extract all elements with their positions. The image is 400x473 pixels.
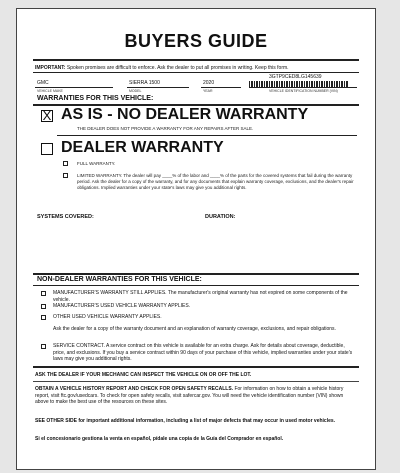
- spanish-notice: Si el concesionario gestiona la venta en español, pídale una copia de la Guía del Comprador en español.: [35, 436, 284, 442]
- dealer-warranty-title: DEALER WARRANTY: [61, 139, 224, 156]
- form-title: BUYERS GUIDE: [124, 31, 268, 51]
- history-report-block: [35, 386, 357, 406]
- manufacturer-used-checkbox[interactable]: [41, 304, 46, 309]
- duration-label: DURATION:: [205, 214, 236, 220]
- important-divider: [33, 72, 359, 73]
- limited-warranty-text: LIMITED WARRANTY. The dealer will pay ____% of the labor and ____% of the parts for the covered systems that fail during the warranty period. Ask the dealer for a copy of the warranty, and for any documents that explain warranty coverage, exclusions, and the dealer's repair obligations. Implied warranties under your state's laws may give you additional rights.: [77, 173, 354, 190]
- as-is-divider: [57, 135, 357, 136]
- full-warranty-label: FULL WARRANTY.: [77, 161, 116, 166]
- as-is-subtext: THE DEALER DOES NOT PROVIDE A WARRANTY FOR ANY REPAIRS AFTER SALE.: [77, 126, 254, 131]
- vehicle-make-label: VEHICLE MAKE: [37, 89, 63, 93]
- vehicle-make: GMC: [37, 80, 49, 86]
- full-warranty-checkbox[interactable]: [63, 161, 68, 166]
- title-divider: [33, 59, 359, 61]
- make-line: [35, 87, 113, 88]
- mechanic-notice: ASK THE DEALER IF YOUR MECHANIC CAN INSPECT THE VEHICLE ON OR OFF THE LOT.: [35, 372, 252, 378]
- vehicle-year-label: YEAR: [203, 89, 213, 93]
- warranties-heading: WARRANTIES FOR THIS VEHICLE:: [37, 95, 154, 102]
- vin-line: [249, 87, 357, 88]
- lower-divider: [33, 366, 359, 368]
- other-used-checkbox[interactable]: [41, 315, 46, 320]
- manufacturer-used-text: MANUFACTURER'S USED VEHICLE WARRANTY APPLIES.: [53, 303, 191, 309]
- service-contract-checkbox[interactable]: [41, 344, 46, 349]
- vehicle-vin: 3GTP9CED8LG145639: [269, 74, 322, 80]
- service-contract-text: SERVICE CONTRACT. A service contract on this vehicle is available for an extra charge. Ask for details about coverage, deductible, price, and exclusions. If you buy a service contract within 90 days of your purchase of this vehicle, implied warranties under your state's laws may give you additional rights.: [53, 343, 353, 362]
- model-line: [127, 87, 189, 88]
- other-side-notice: SEE OTHER SIDE for important additional information, including a list of major defects that may occur in used motor vehicles.: [35, 418, 336, 424]
- as-is-check-mark: X: [42, 108, 52, 123]
- ask-copy-text: Ask the dealer for a copy of the warranty document and an explanation of warranty coverage, exclusions, and repair obligations.: [53, 326, 336, 332]
- important-notice: IMPORTANT: Spoken promises are difficult to enforce. Ask the dealer to put all promises in writing. Keep this form.: [35, 65, 289, 71]
- buyers-guide-form: [16, 8, 376, 470]
- history-report-text: For information on how to obtain a vehicle history report, visit ftc.gov/usedcars. To check for open safety recalls, visit safercar.gov. You will need the vehicle identification number (VIN) shown above to make the best use of the resources on these sites.: [35, 386, 344, 405]
- year-line: [201, 87, 241, 88]
- other-used-text: OTHER USED VEHICLE WARRANTY APPLIES.: [53, 314, 162, 320]
- limited-warranty-checkbox[interactable]: [63, 173, 68, 178]
- dealer-warranty-checkbox[interactable]: [41, 143, 53, 155]
- vehicle-model: SIERRA 1500: [129, 80, 160, 86]
- vehicle-model-label: MODEL: [129, 89, 142, 93]
- manufacturer-still-checkbox[interactable]: [41, 291, 46, 296]
- manufacturer-still-text: MANUFACTURER'S WARRANTY STILL APPLIES. The manufacturer's original warranty has not expired on some components of the vehicle.: [53, 290, 348, 303]
- non-dealer-heading: NON-DEALER WARRANTIES FOR THIS VEHICLE:: [37, 276, 202, 283]
- vehicle-vin-label: VEHICLE IDENTIFICATION NUMBER (VIN): [269, 89, 338, 93]
- non-dealer-top-divider: [33, 273, 359, 275]
- as-is-title: AS IS - NO DEALER WARRANTY: [61, 106, 309, 123]
- non-dealer-divider: [33, 285, 359, 286]
- history-report-bold: OBTAIN A VEHICLE HISTORY REPORT AND CHECK FOR OPEN SAFETY RECALLS.: [35, 386, 234, 392]
- as-is-checkbox[interactable]: [41, 110, 53, 122]
- systems-covered-label: SYSTEMS COVERED:: [37, 214, 94, 220]
- vehicle-year: 2020: [203, 80, 215, 86]
- mechanic-divider: [33, 381, 359, 382]
